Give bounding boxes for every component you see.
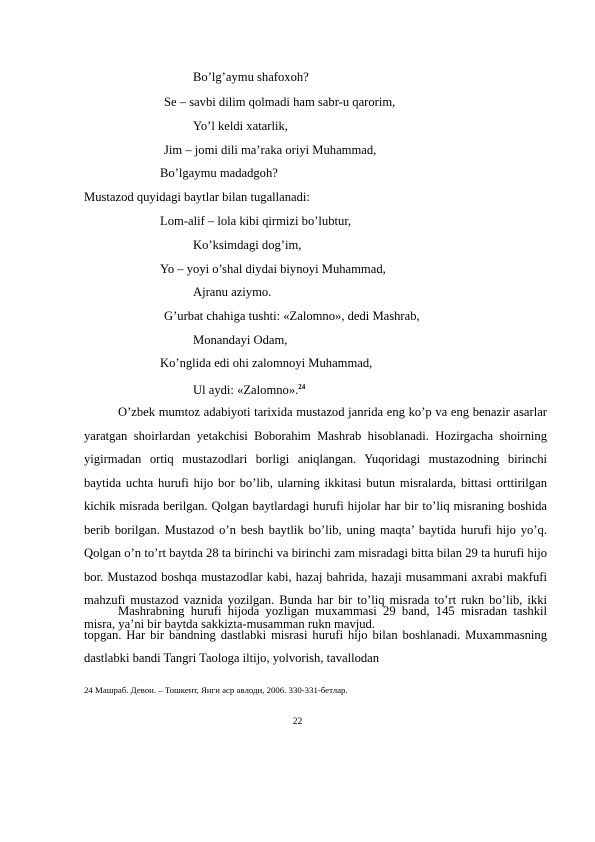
poem-line: Yo’l keldi xatarlik, <box>193 119 288 133</box>
intro-line: Mustazod quyidagi baytlar bilan tugallanadi: <box>84 190 310 204</box>
poem-line: Jim – jomi dili ma’raka oriyi Muhammad, <box>164 143 377 157</box>
poem-line: Lom-alif – lola kibi qirmizi bo’lubtur, <box>160 214 352 228</box>
paragraph-text: O’zbek mumtoz adabiyoti tarixida mustazod janrida eng ko’p va eng benazir asarlar yaratgan shoirlardan yetakchisi Boborahim Mashrab hisoblanadi. Hozirgacha shoirning yigirmadan ortiq mustazodlari borligi aniqlangan. Yuqoridagi mustazodning birinchi baytida uchta hurufi hijo bor bo’lib, ularning ikkitasi butun misralarda, bittasi orttirilgan kichik misrada berilgan. Qolgan baytlardagi hurufi hijolar har bir to’liq misraning boshida berib borilgan. Mustazod o’n besh baytlik bo’lib, uning maqta’ baytida hurufi hijo yo’q. Qolgan o’n to’rt baytda 28 ta birinchi va birinchi zam misradagi bitta bilan 29 ta hurufi hijo bor. Mustazod boshqa mustazodlar kabi, hazaj bahrida, hazaji musammani axrabi makfufi mahzufi mustazod vaznida yozilgan. Bunda har bir to’liq misrada to’rt rukn bo’lib, ikki misra, ya’ni bir baytda sakkizta-musamman rukn mavjud. <box>84 405 547 631</box>
poem-line: Ajranu aziymo. <box>193 285 272 299</box>
poem-line: Ko’nglida edi ohi zalomnoyi Muhammad, <box>160 356 373 370</box>
poem-line: G’urbat chahiga tushti: «Zalomno», dedi Mashrab, <box>164 309 420 323</box>
poem-line <box>193 379 305 398</box>
footnote: 24 Машраб. Девон. – Тошкент, Янги аср авлоди, 2006. 330-331-бетлар. <box>84 685 348 695</box>
poem-line: Yo – yoyi o’shal diydai biynoyi Muhammad, <box>160 262 386 276</box>
poem-line: Bo’lgaymu madadgoh? <box>160 166 278 180</box>
paragraph-text: Mashrabning hurufi hijoda yozligan muxammasi 29 band, 145 misradan tashkil topgan. Har bir bandning dastlabki misrasi hurufi hijo bilan boshlanadi. Muxammasning dastlabki bandi Tangri Taologa iltijo, yolvorish, tavallodan <box>84 604 547 665</box>
body-paragraph-2 <box>84 600 547 671</box>
poem-line: Bo’lg’aymu shafoxoh? <box>193 70 309 84</box>
poem-line: Se – savbi dilim qolmadi ham sabr-u qarorim, <box>164 95 396 109</box>
poem-line: Ko’ksimdagi dog’im, <box>193 238 302 252</box>
footnote-ref: 24 <box>298 383 306 391</box>
poem-line-text: Ul aydi: «Zalomno». <box>193 383 299 398</box>
page-number: 22 <box>292 717 303 727</box>
poem-line: Monandayi Odam, <box>193 333 288 347</box>
